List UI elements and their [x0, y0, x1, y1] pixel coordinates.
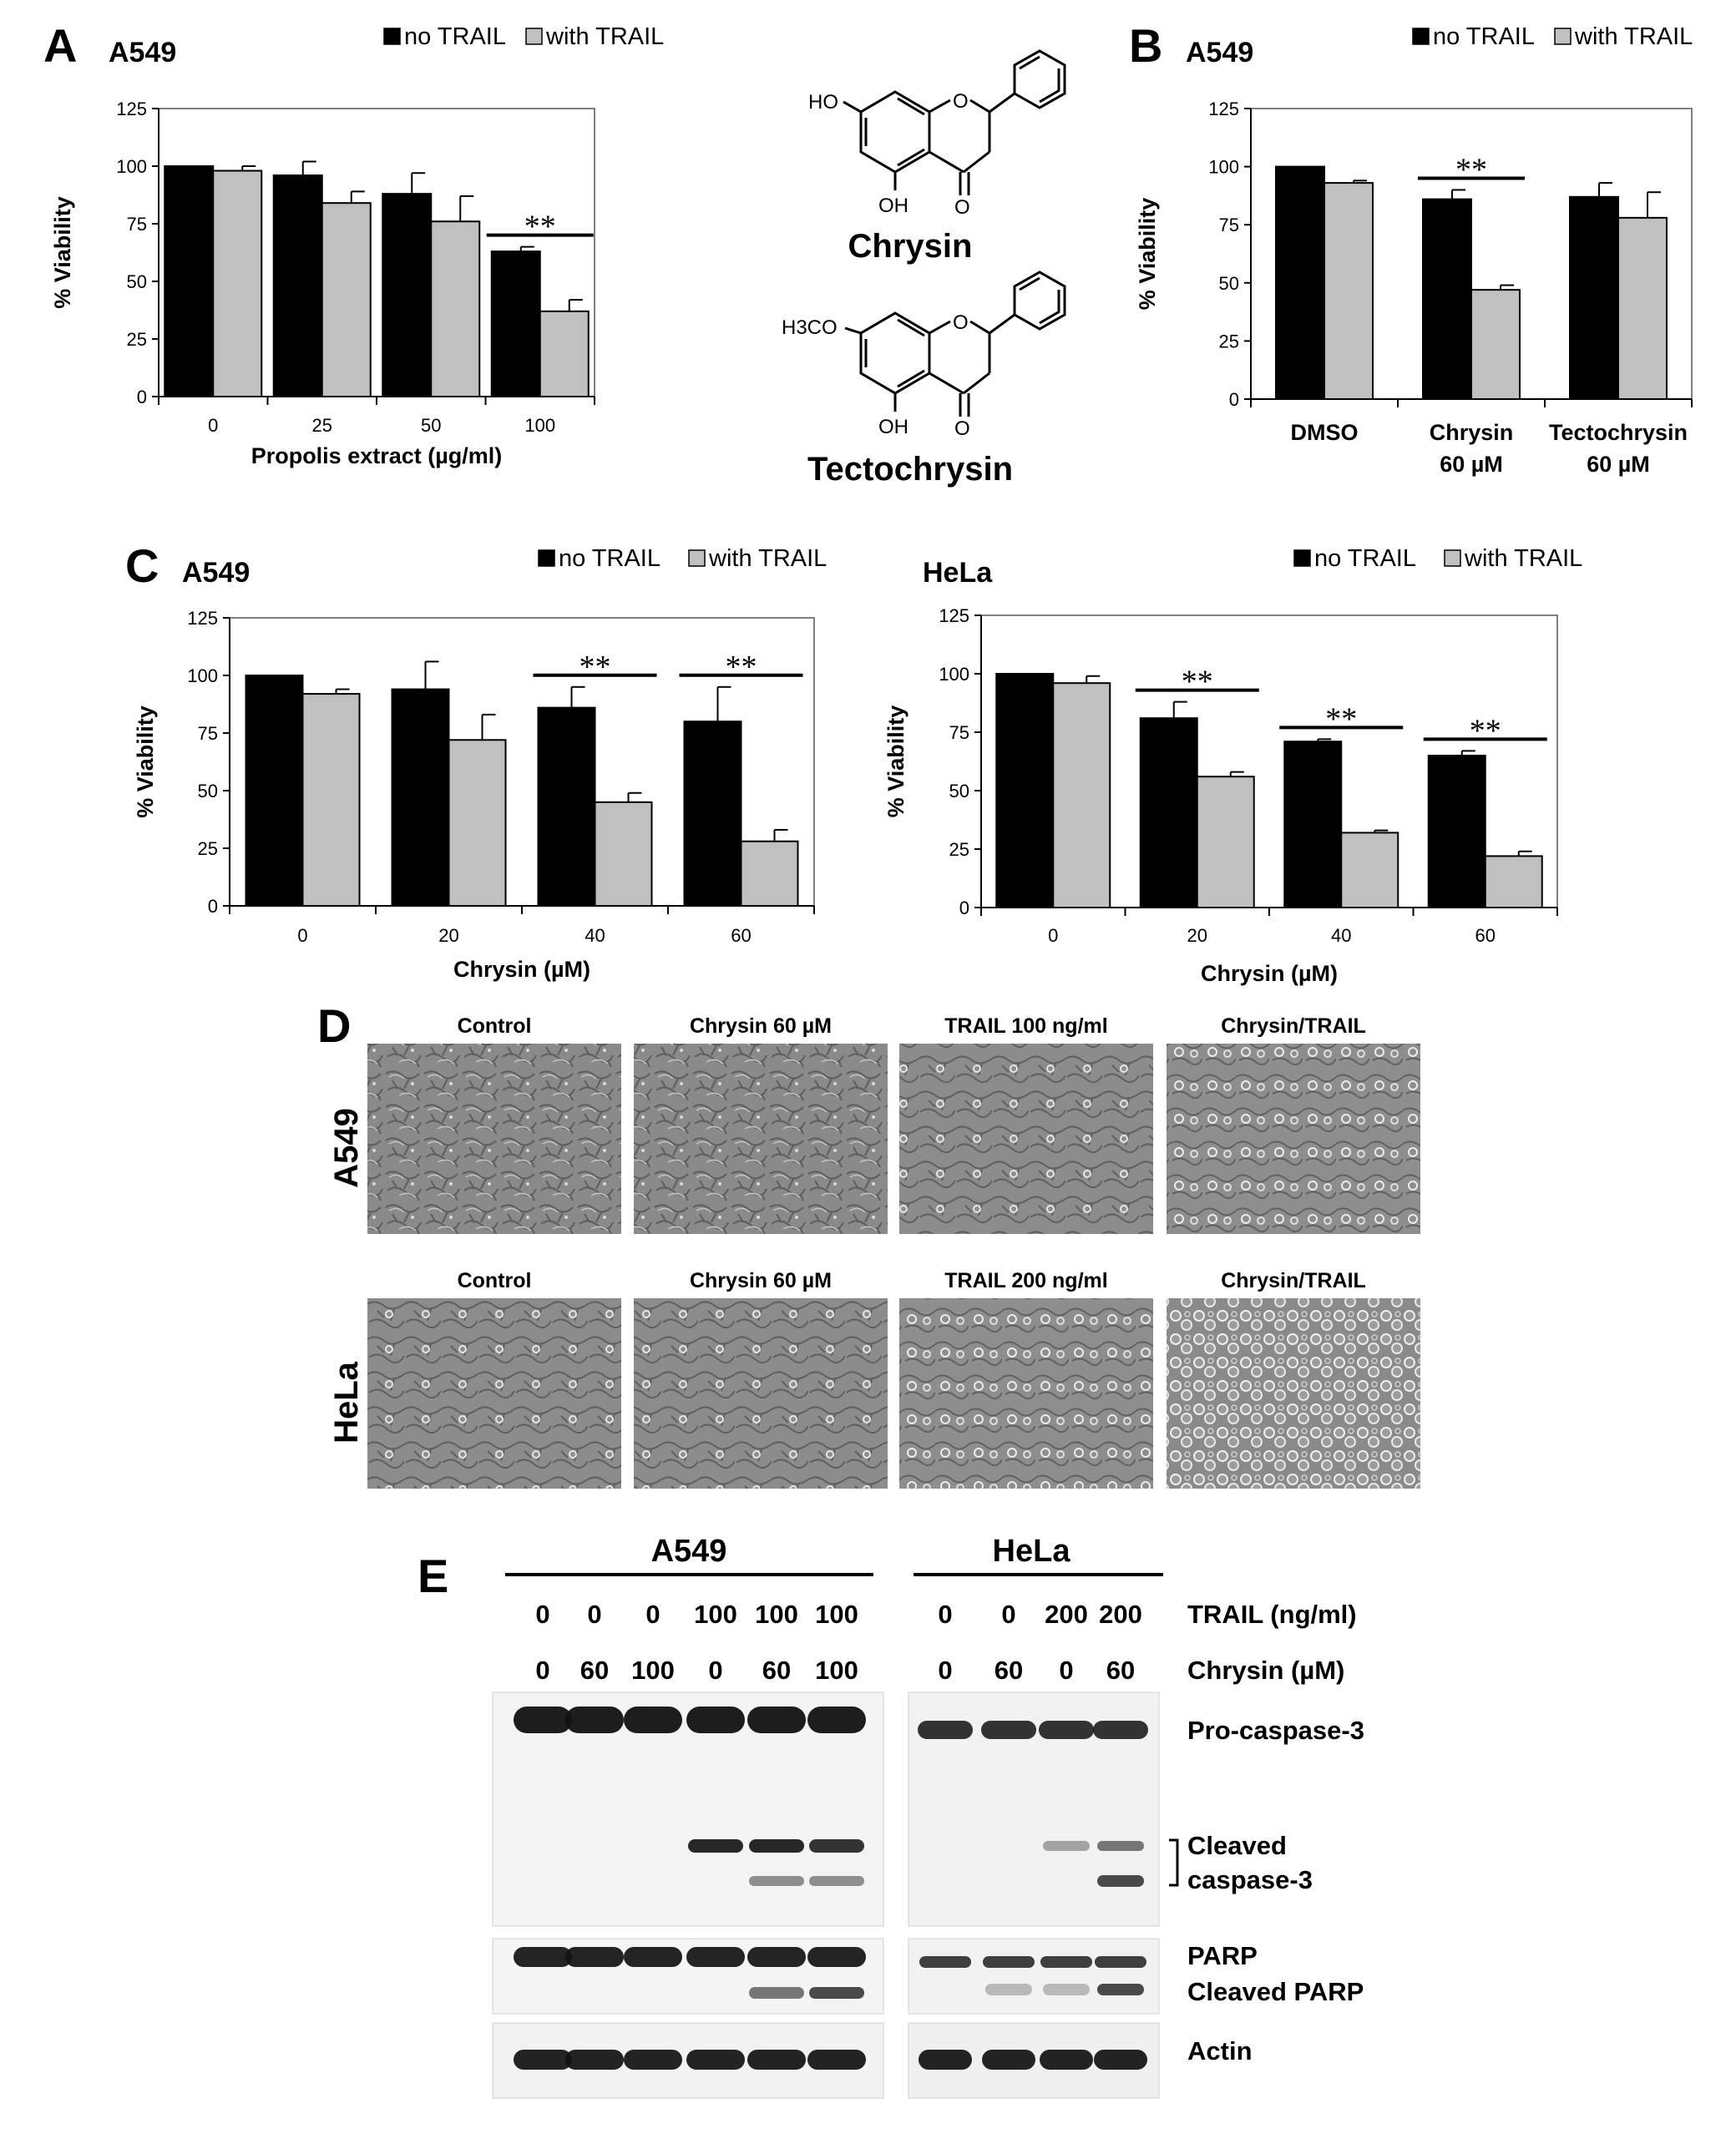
- chart-title: A549: [182, 557, 251, 589]
- legend-label-with-trail: with TRAIL: [1465, 545, 1583, 572]
- y-tick-label: 25: [126, 329, 147, 350]
- significance-mark: **: [725, 649, 757, 685]
- bar-with-trail: [449, 740, 506, 906]
- bar-with-trail: [540, 311, 589, 397]
- y-tick-label: 75: [949, 722, 969, 743]
- x-tick-label: 60: [731, 925, 752, 946]
- micrograph-row-label-a549: A549: [328, 1108, 365, 1188]
- band-cleaved-caspase-upper: [1043, 1841, 1090, 1851]
- lane-trail-value: 100: [755, 1600, 798, 1629]
- y-tick-label: 0: [1228, 389, 1239, 410]
- tectochrysin-name: Tectochrysin: [807, 451, 1013, 488]
- band-pro-caspase: [565, 1707, 624, 1733]
- panel-letter-b: B: [1129, 19, 1163, 72]
- bar-with-trail: [303, 694, 360, 906]
- bar-with-trail: [1618, 218, 1667, 399]
- bar-no-trail: [164, 166, 213, 397]
- y-tick-label: 100: [187, 665, 218, 686]
- lane-trail-value: 0: [938, 1600, 953, 1629]
- micrograph-a549-trail: [899, 1044, 1153, 1234]
- significance-mark: **: [524, 209, 556, 245]
- y-tick-label: 75: [1218, 215, 1239, 236]
- band-cleaved-caspase-lower: [1097, 1875, 1144, 1887]
- lane-chrysin-value: 0: [535, 1656, 550, 1685]
- band-label-cleaved-caspase-line1: Cleaved: [1187, 1831, 1287, 1860]
- panel-letter-c: C: [125, 539, 159, 592]
- micrograph-title-a549-trail: TRAIL 100 ng/ml: [944, 1014, 1108, 1038]
- band-pro-caspase: [1093, 1721, 1148, 1739]
- bar-no-trail: [996, 674, 1053, 908]
- band-label-cleaved-parp: Cleaved PARP: [1187, 1977, 1364, 2006]
- bar-with-trail: [1053, 683, 1110, 908]
- micrograph-title-a549-combo: Chrysin/TRAIL: [1221, 1014, 1366, 1038]
- bar-no-trail: [392, 690, 449, 906]
- bar-with-trail: [741, 842, 798, 906]
- bar-no-trail: [539, 708, 595, 906]
- chrysin-hydroxyl: OH: [878, 195, 908, 217]
- band-parp: [624, 1947, 682, 1967]
- chart-chrysin-hela: [883, 545, 1582, 986]
- chart-title: HeLa: [923, 557, 993, 589]
- lane-chrysin-value: 0: [938, 1656, 953, 1685]
- blot-parp-hela: [908, 1939, 1159, 2014]
- lane-chrysin-value: 0: [1059, 1656, 1074, 1685]
- legend-swatch-no-trail: [1413, 28, 1429, 44]
- x-tick-label: 60: [1475, 925, 1496, 946]
- band-cleaved-parp: [749, 1987, 804, 1999]
- bar-no-trail: [1141, 718, 1197, 908]
- legend-label-no-trail: no TRAIL: [559, 545, 660, 572]
- legend-label-with-trail: with TRAIL: [709, 545, 828, 572]
- micrograph-hela-control: [367, 1298, 621, 1489]
- chart-chrysin-a549: [133, 545, 827, 982]
- band-parp: [1095, 1956, 1146, 1968]
- band-parp: [1040, 1956, 1092, 1968]
- lane-chrysin-value: 0: [708, 1656, 723, 1685]
- micrograph-hela-chrysin: [634, 1298, 888, 1489]
- band-actin: [919, 2050, 972, 2070]
- legend-swatch-with-trail: [1555, 28, 1571, 44]
- bar-with-trail: [595, 802, 652, 906]
- chrysin-substituent: HO: [808, 91, 838, 114]
- y-tick-label: 0: [207, 896, 218, 917]
- legend-label-no-trail: no TRAIL: [1433, 23, 1535, 50]
- panel-letter-d: D: [317, 999, 352, 1052]
- y-tick-label: 125: [187, 608, 218, 629]
- legend-label-with-trail: with TRAIL: [546, 23, 665, 50]
- chrysin-ring-oxygen: O: [953, 90, 969, 113]
- micrograph-hela-combo: [1167, 1298, 1420, 1489]
- lane-trail-value: 200: [1045, 1600, 1088, 1629]
- lane-chrysin-value: 60: [1106, 1656, 1136, 1685]
- micrograph-title-a549-chrysin: Chrysin 60 µM: [689, 1014, 833, 1038]
- blot-chrysin-row-hela: [938, 1656, 1135, 1685]
- band-pro-caspase: [624, 1707, 682, 1733]
- micrograph-title-hela-combo: Chrysin/TRAIL: [1221, 1269, 1366, 1292]
- chart-title: A549: [109, 37, 177, 68]
- band-actin: [1094, 2050, 1147, 2070]
- band-actin: [514, 2050, 572, 2070]
- band-cleaved-caspase-lower: [749, 1876, 804, 1886]
- band-pro-caspase: [1039, 1721, 1094, 1739]
- panel-letter-a: A: [43, 19, 78, 72]
- micrograph-row-label-hela: HeLa: [328, 1362, 365, 1444]
- x-tick-label: 40: [1331, 925, 1352, 946]
- tectochrysin-substituent: H3CO: [782, 316, 838, 339]
- significance-mark: **: [1455, 152, 1487, 188]
- band-pro-caspase: [747, 1707, 806, 1733]
- y-tick-label: 25: [1218, 331, 1239, 352]
- cleaved-caspase-bracket: [1169, 1840, 1177, 1885]
- bar-no-trail: [492, 251, 540, 397]
- blot-trail-row-hela: [938, 1600, 1141, 1629]
- panel-letter-e: E: [418, 1550, 449, 1602]
- bar-no-trail: [246, 675, 303, 906]
- band-label-cleaved-caspase-line2: caspase-3: [1187, 1865, 1313, 1894]
- band-cleaved-caspase-lower: [809, 1876, 864, 1886]
- bar-with-trail: [322, 203, 371, 397]
- lane-trail-value: 0: [535, 1600, 550, 1629]
- x-tick-label: 0: [208, 415, 219, 436]
- band-label-actin: Actin: [1187, 2036, 1253, 2066]
- band-pro-caspase: [981, 1721, 1036, 1739]
- band-actin: [1040, 2050, 1093, 2070]
- micrograph-hela-trail: [899, 1298, 1153, 1489]
- micrograph-a549-control: [367, 1044, 621, 1234]
- x-tick-label: 0: [297, 925, 308, 946]
- y-tick-label: 125: [939, 605, 969, 626]
- bar-no-trail: [274, 175, 322, 397]
- lane-trail-value: 0: [645, 1600, 660, 1629]
- legend-swatch-with-trail: [1445, 550, 1460, 566]
- x-tick-label: 60 µM: [1440, 452, 1503, 477]
- bar-with-trail: [1324, 183, 1373, 399]
- blot-row-label-trail: TRAIL (ng/ml): [1187, 1600, 1357, 1629]
- blot-header-hela: HeLa: [992, 1534, 1070, 1569]
- lane-chrysin-value: 60: [762, 1656, 792, 1685]
- x-tick-label: Tectochrysin: [1548, 420, 1688, 445]
- chart-propolis-a549: [50, 23, 664, 468]
- x-axis-label: Chrysin (µM): [453, 957, 591, 982]
- lane-chrysin-value: 100: [815, 1656, 858, 1685]
- band-cleaved-parp: [985, 1984, 1032, 1995]
- legend-label-no-trail: no TRAIL: [404, 23, 506, 50]
- tectochrysin-hydroxyl: OH: [878, 416, 908, 438]
- band-pro-caspase: [807, 1707, 866, 1733]
- chart-title: A549: [1186, 37, 1254, 68]
- y-tick-label: 0: [959, 898, 969, 918]
- blot-trail-row-a549: [535, 1600, 858, 1629]
- legend-swatch-with-trail: [689, 550, 705, 566]
- micrograph-title-hela-trail: TRAIL 200 ng/ml: [944, 1269, 1108, 1292]
- bar-with-trail: [1485, 856, 1542, 908]
- micrograph-title-a549-control: Control: [457, 1014, 532, 1038]
- x-axis-label: Propolis extract (µg/ml): [251, 443, 503, 468]
- chrysin-name: Chrysin: [848, 228, 973, 265]
- y-tick-label: 100: [939, 664, 969, 685]
- band-actin: [686, 2050, 745, 2070]
- y-tick-label: 50: [949, 781, 969, 801]
- lane-chrysin-value: 100: [631, 1656, 675, 1685]
- y-tick-label: 125: [1208, 99, 1239, 119]
- band-actin: [982, 2050, 1035, 2070]
- blot-row-label-chrysin: Chrysin (µM): [1187, 1656, 1345, 1685]
- chart-chrysin-tectochrysin-a549: [1135, 23, 1693, 477]
- western-blot: [493, 1534, 1364, 2098]
- y-tick-label: 50: [126, 271, 147, 292]
- legend-label-with-trail: with TRAIL: [1575, 23, 1693, 50]
- x-tick-label: 60 µM: [1587, 452, 1650, 477]
- significance-mark: **: [1325, 701, 1358, 737]
- bar-no-trail: [1284, 741, 1341, 908]
- blot-chrysin-row-a549: [535, 1656, 858, 1685]
- lane-trail-value: 0: [1001, 1600, 1016, 1629]
- lane-trail-value: 100: [694, 1600, 737, 1629]
- band-actin: [624, 2050, 682, 2070]
- x-tick-label: 40: [585, 925, 605, 946]
- bar-with-trail: [431, 221, 479, 397]
- y-axis-label: % Viability: [1135, 197, 1160, 311]
- x-axis-label: Chrysin (µM): [1200, 961, 1339, 986]
- legend-swatch-no-trail: [1294, 550, 1310, 566]
- x-tick-label: 25: [311, 415, 332, 436]
- micrograph-a549-combo: [1167, 1044, 1420, 1234]
- x-tick-label: 0: [1048, 925, 1059, 946]
- band-parp: [983, 1956, 1035, 1968]
- band-label-parp: PARP: [1187, 1941, 1258, 1970]
- tectochrysin-ketone: O: [954, 417, 970, 440]
- bar-with-trail: [1471, 290, 1520, 399]
- x-tick-label: 20: [1187, 925, 1207, 946]
- bar-no-trail: [1429, 756, 1485, 908]
- significance-mark: **: [1469, 713, 1501, 749]
- band-pro-caspase: [918, 1721, 973, 1739]
- significance-mark: **: [579, 649, 611, 685]
- lane-trail-value: 0: [587, 1600, 602, 1629]
- bar-no-trail: [382, 194, 431, 397]
- legend-swatch-no-trail: [539, 550, 554, 566]
- band-parp: [686, 1947, 745, 1967]
- bar-no-trail: [1570, 197, 1618, 399]
- x-tick-label: 100: [524, 415, 556, 436]
- lane-trail-value: 100: [815, 1600, 858, 1629]
- x-tick-label: 20: [438, 925, 459, 946]
- tectochrysin-structure: [845, 272, 1065, 417]
- band-cleaved-caspase-upper: [809, 1839, 864, 1853]
- band-cleaved-caspase-upper: [688, 1839, 743, 1853]
- tectochrysin-ring-oxygen: O: [953, 311, 969, 334]
- legend-swatch-with-trail: [526, 28, 542, 44]
- band-cleaved-parp: [1043, 1984, 1090, 1995]
- y-axis-label: % Viability: [133, 705, 158, 818]
- x-tick-label: DMSO: [1290, 420, 1359, 445]
- band-cleaved-caspase-upper: [749, 1839, 804, 1853]
- band-cleaved-parp: [809, 1987, 864, 1999]
- x-tick-label: 50: [421, 415, 442, 436]
- bar-with-trail: [213, 171, 261, 397]
- band-parp: [565, 1947, 624, 1967]
- micrograph-a549-chrysin: [634, 1044, 888, 1234]
- chrysin-structure: [843, 51, 1065, 195]
- blot-actin-bands: [514, 2050, 1147, 2070]
- micrograph-title-hela-chrysin: Chrysin 60 µM: [689, 1269, 833, 1292]
- band-cleaved-caspase-upper: [1097, 1841, 1144, 1851]
- bar-with-trail: [1197, 776, 1254, 908]
- lane-chrysin-value: 60: [994, 1656, 1024, 1685]
- band-actin: [565, 2050, 624, 2070]
- band-pro-caspase: [686, 1707, 745, 1733]
- band-actin: [807, 2050, 866, 2070]
- y-tick-label: 75: [197, 723, 218, 744]
- y-tick-label: 100: [116, 156, 147, 177]
- blot-header-a549: A549: [650, 1534, 727, 1569]
- band-parp: [807, 1947, 866, 1967]
- band-parp: [919, 1956, 971, 1968]
- bar-with-trail: [1341, 832, 1398, 908]
- legend-label-no-trail: no TRAIL: [1314, 545, 1416, 572]
- y-tick-label: 75: [126, 214, 147, 235]
- lane-trail-value: 200: [1099, 1600, 1142, 1629]
- bar-no-trail: [1423, 200, 1471, 399]
- y-tick-label: 0: [136, 387, 147, 407]
- band-actin: [747, 2050, 806, 2070]
- chrysin-ketone: O: [954, 196, 970, 219]
- band-pro-caspase: [514, 1707, 572, 1733]
- y-tick-label: 50: [197, 781, 218, 801]
- significance-mark: **: [1181, 664, 1213, 700]
- band-parp: [514, 1947, 572, 1967]
- bar-no-trail: [685, 721, 741, 906]
- y-axis-label: % Viability: [50, 196, 75, 309]
- bar-no-trail: [1276, 167, 1324, 399]
- band-label-pro-caspase: Pro-caspase-3: [1187, 1716, 1364, 1745]
- band-parp: [747, 1947, 806, 1967]
- micrograph-title-hela-control: Control: [457, 1269, 532, 1292]
- y-axis-label: % Viability: [883, 705, 908, 818]
- y-tick-label: 25: [197, 838, 218, 859]
- x-tick-label: Chrysin: [1429, 420, 1514, 445]
- micrograph-grid: [328, 1014, 1420, 1489]
- y-tick-label: 125: [116, 99, 147, 119]
- y-tick-label: 100: [1208, 156, 1239, 178]
- band-cleaved-parp: [1097, 1984, 1144, 1995]
- lane-chrysin-value: 60: [580, 1656, 610, 1685]
- y-tick-label: 50: [1218, 272, 1239, 294]
- legend-swatch-no-trail: [384, 28, 400, 44]
- y-tick-label: 25: [949, 839, 969, 860]
